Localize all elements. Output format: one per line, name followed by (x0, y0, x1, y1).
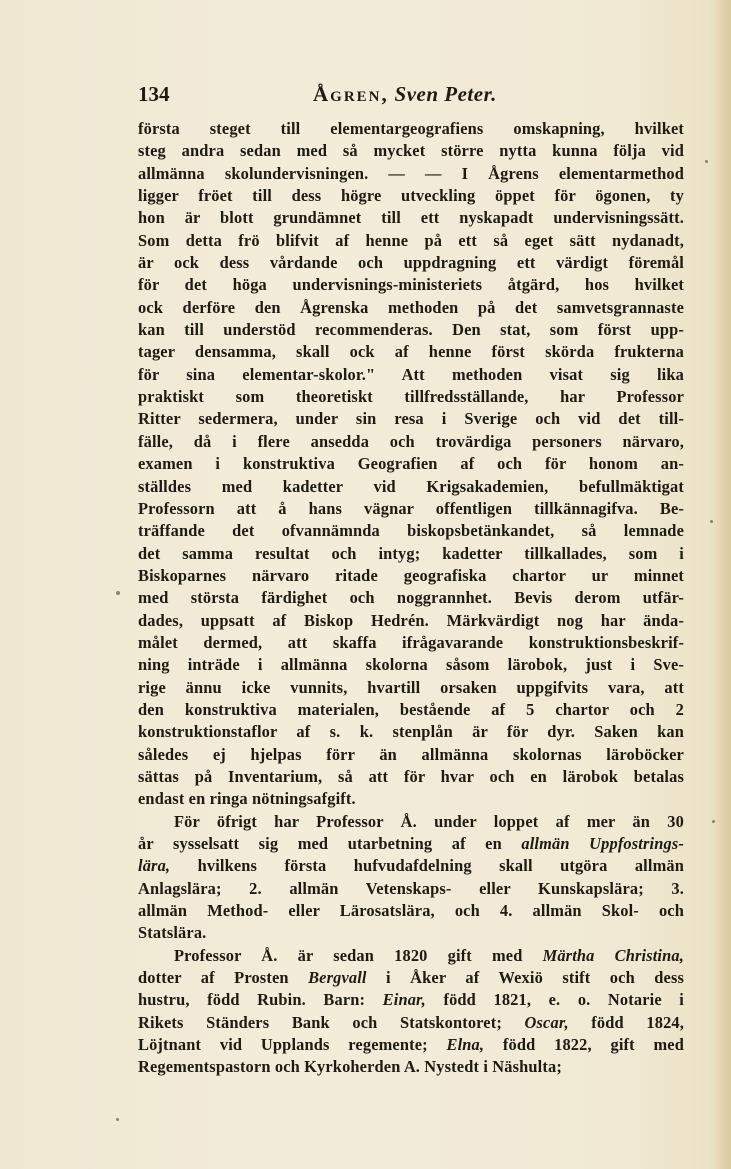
text-line (138, 498, 684, 520)
text-segment: det samma resultat och intyg; kadetter tillkallades, som i (138, 543, 684, 563)
text-line (138, 341, 684, 363)
text-segment: hon är blott grundämnet till ett nyskapadt undervisningssätt. (138, 208, 684, 228)
italic-text: lära, (138, 856, 171, 876)
print-speck (712, 820, 715, 823)
text-segment: ock derföre den Ågrenska methoden på det samvetsgrannaste (138, 297, 684, 317)
text-segment: sättas på Inventarium, så att för hvar och en lärobok betalas (138, 766, 684, 786)
text-line (138, 476, 684, 498)
text-segment: den konstruktiva materialen, bestående af 5 chartor och 2 (138, 699, 684, 719)
text-segment: praktiskt som theoretiskt tillfredsställande, har Professor (138, 387, 684, 407)
text-line (138, 431, 684, 453)
italic-text: Bergvall (308, 968, 367, 988)
text-segment: Professor Å. är sedan 1820 gift med (174, 945, 543, 965)
text-segment: dades, uppsatt af Biskop Hedrén. Märkvärdigt nog har ända- (138, 610, 684, 630)
text-segment: allmänna skolundervisningen. — — I Ågrens elementarmethod (138, 163, 684, 183)
text-segment: hustru, född Rubin. Barn: (138, 990, 383, 1010)
italic-text: Märtha Christina, (542, 945, 684, 965)
text-line (138, 833, 684, 855)
print-speck (116, 1118, 119, 1121)
text-segment: rige ännu icke vunnits, hvartill orsaken uppgifvits vara, att (138, 677, 684, 697)
text-segment: kan till understöd recommenderas. Den stat, som först upp- (138, 320, 684, 340)
text-segment: Ritter sedermera, under sin resa i Sverige och vid det till- (138, 409, 684, 429)
text-line (138, 587, 684, 609)
text-line (138, 297, 684, 319)
text-segment: Som detta frö blifvit af henne på ett så eget sätt nydanadt, (138, 230, 684, 250)
text-line (138, 878, 684, 900)
text-segment: Regementspastorn och Kyrkoherden A. Nystedt i Näshulta; (138, 1057, 562, 1077)
text-segment: ligger fröet till dess högre utveckling öppet för ögonen, ty (138, 186, 684, 206)
text-line (138, 721, 684, 743)
text-segment: Löjtnant vid Upplands regemente; (138, 1035, 447, 1055)
text-line (138, 811, 684, 833)
text-line (138, 565, 684, 587)
text-segment: i Åker af Wexiö stift och dess (366, 968, 685, 988)
text-segment: För öfrigt har Professor Å. under loppet af mer än 30 (174, 811, 684, 831)
text-line (138, 788, 684, 810)
text-segment: hvilkens första hufvudafdelning skall utgöra allmän (170, 856, 684, 876)
page-header (138, 82, 684, 112)
text-segment: för sina elementar-skolor." Att methoden visat sig lika (138, 364, 684, 384)
text-line (138, 386, 684, 408)
text-segment: allmän Method- eller Lärosatslära, och 4. allmän Skol- och (138, 901, 684, 921)
text-segment: år sysselsatt sig med utarbetning af en (138, 834, 522, 853)
page-number: 134 (138, 82, 170, 106)
text-segment: träffande det ofvannämnda biskopsbetänkandet, så lemnade (138, 521, 684, 541)
text-segment: Rikets Ständers Bank och Statskontoret; (138, 1012, 525, 1032)
text-line (138, 207, 684, 229)
italic-text: Einar, (382, 990, 426, 1010)
text-line (138, 1012, 684, 1034)
print-speck (116, 591, 120, 595)
text-line (138, 855, 684, 877)
text-segment: är ock dess vårdande och uppdragning ett värdigt föremål (138, 253, 684, 273)
text-line (138, 140, 684, 162)
running-head (313, 82, 497, 107)
text-segment: Biskoparnes närvaro ritade geografiska chartor ur minnet (138, 565, 684, 585)
text-line (138, 252, 684, 274)
text-line (138, 632, 684, 654)
text-segment: Professorn att å hans vägnar offentligen tillkännagifva. Be- (138, 498, 684, 518)
body-text (138, 118, 684, 1079)
text-segment: fälle, då i flere ansedda och trovärdiga personers närvaro, (138, 431, 684, 451)
text-line (138, 900, 684, 922)
text-line (138, 453, 684, 475)
text-segment: examen i konstruktiva Geografien af och för honom an- (138, 454, 684, 474)
text-segment: endast en ringa nötningsafgift. (138, 789, 356, 809)
text-segment: Statslära. (138, 923, 207, 943)
text-line (138, 408, 684, 430)
text-line (138, 699, 684, 721)
italic-text: Oscar, (524, 1012, 569, 1032)
text-segment: målet dermed, att skaffa ifrågavarande konstruktionsbeskrif- (138, 632, 684, 652)
text-line (138, 945, 684, 967)
text-line (138, 274, 684, 296)
text-segment: född 1822, gift med (484, 1035, 684, 1055)
text-line (138, 230, 684, 252)
text-line (138, 364, 684, 386)
text-segment: dotter af Prosten (138, 968, 309, 988)
text-line (138, 185, 684, 207)
print-speck (710, 520, 713, 523)
text-segment: steg andra sedan med så mycket större nytta kunna följa vid (138, 141, 684, 161)
text-line (138, 922, 684, 944)
text-segment: konstruktionstaflor af s. k. stenplån är för dyr. Saken kan (138, 722, 684, 742)
text-line (138, 677, 684, 699)
print-speck (705, 160, 708, 163)
text-line (138, 967, 684, 989)
text-segment: tager densamma, skall ock af henne först skörda frukterna (138, 342, 684, 362)
text-line (138, 319, 684, 341)
text-segment: född 1824, (568, 1012, 685, 1032)
page-edge-shadow (715, 0, 731, 1169)
text-segment: med största färdighet och noggrannhet. Bevis derom utfär- (138, 588, 684, 608)
text-segment: ning inträde i allmänna skolorna såsom lärobok, just i Sve- (138, 655, 684, 675)
text-line (138, 766, 684, 788)
text-segment: ställdes med kadetter vid Krigsakademien, befullmäktigat (138, 476, 684, 496)
text-line (138, 1034, 684, 1056)
italic-text: allmän Uppfostrings- (521, 834, 684, 853)
text-line (138, 163, 684, 185)
text-segment: således ej hjelpas förr än allmänna skolornas läroböcker (138, 744, 684, 764)
text-segment: född 1821, e. o. Notarie i (425, 990, 684, 1010)
italic-text: Elna, (446, 1035, 485, 1055)
text-line (138, 744, 684, 766)
text-line (138, 118, 684, 140)
text-line (138, 1056, 684, 1078)
text-segment: första steget till elementargeografiens omskapning, hvilket (138, 119, 684, 138)
text-line (138, 520, 684, 542)
text-segment: för det höga undervisnings-ministeriets åtgärd, hos hvilket (138, 275, 684, 295)
text-segment: Anlagslära; 2. allmän Vetenskaps- eller Kunskapslära; 3. (138, 878, 684, 898)
text-line (138, 989, 684, 1011)
running-head-surname: Ågren, (313, 82, 389, 106)
running-head-given-name: Sven Peter. (394, 82, 497, 106)
text-line (138, 654, 684, 676)
text-line (138, 610, 684, 632)
text-line (138, 543, 684, 565)
